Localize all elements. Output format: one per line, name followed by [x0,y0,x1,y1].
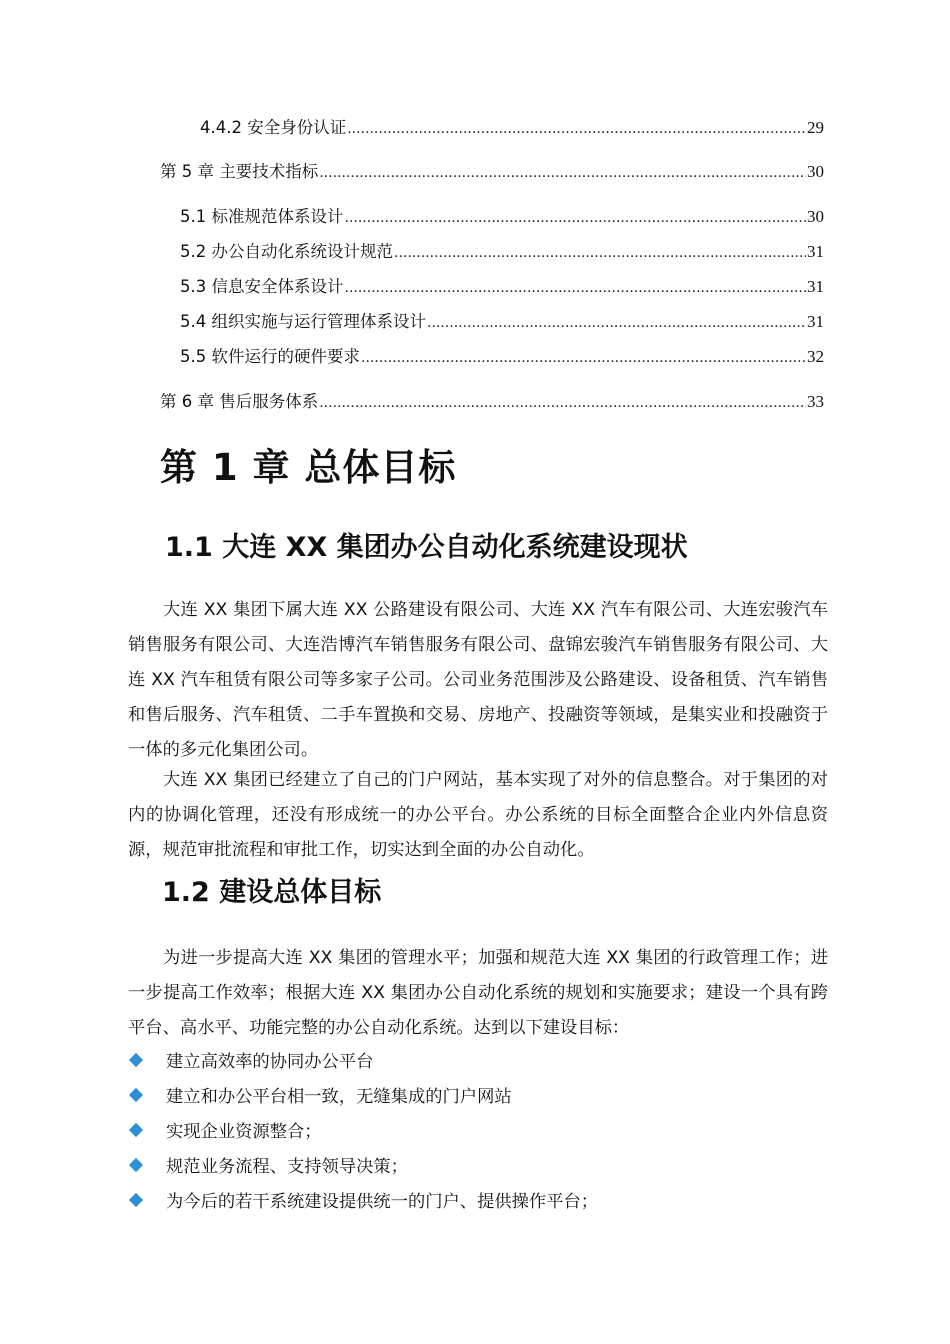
list-item [128,1042,828,1077]
toc-leader-dots [427,312,806,334]
toc-entry[interactable] [160,161,824,184]
toc-entry-label: 4.4.2 安全身份认证 [200,118,347,137]
toc-entry[interactable] [180,276,824,299]
list-item [128,1147,828,1182]
diamond-bullet-icon [129,1157,143,1171]
toc-entry[interactable] [180,206,824,229]
diamond-bullet-icon [129,1122,143,1136]
toc-entry-label: 第 5 章 主要技术指标 [160,162,319,181]
list-item-text: 为今后的若干系统建设提供统一的门户、提供操作平台； [166,1192,599,1212]
chapter-heading: 第 1 章 总体目标 [160,446,457,489]
toc-leader-dots [361,347,806,369]
toc-entry[interactable] [200,117,824,140]
toc-entry-page: 31 [807,277,824,296]
toc-leader-dots [319,162,806,184]
diamond-bullet-icon [129,1192,143,1206]
toc-entry[interactable] [180,311,824,334]
toc-entry[interactable] [180,346,824,369]
toc-leader-dots [347,118,806,140]
toc-leader-dots [345,277,807,299]
toc-leader-dots [319,392,806,414]
toc-entry-label: 5.2 办公自动化系统设计规范 [180,242,393,261]
toc-leader-dots [394,242,806,264]
list-item [128,1077,828,1112]
list-item-text: 建立和办公平台相一致，无缝集成的门户网站 [166,1087,512,1107]
toc-entry-page: 30 [807,162,824,181]
body-paragraph: 大连 XX 集团已经建立了自己的门户网站，基本实现了对外的信息整合。对于集团的对内的协调化管理，还没有形成统一的办公平台。办公系统的目标全面整合企业内外信息资源，规范审批流程和审批工作，切实达到全面的办公自动化。 [128,770,828,860]
toc-entry-page: 33 [807,392,824,411]
list-item [128,1182,828,1217]
toc-entry-label: 第 6 章 售后服务体系 [160,392,319,411]
toc-entry-label: 5.4 组织实施与运行管理体系设计 [180,312,426,331]
toc-entry[interactable] [160,391,824,414]
list-item-text: 规范业务流程、支持领导决策； [166,1157,408,1177]
toc-entry-page: 31 [807,312,824,331]
toc-entry-page: 30 [807,207,824,226]
goal-bullet-list [128,1042,828,1217]
list-item-text: 实现企业资源整合； [166,1122,322,1142]
diamond-bullet-icon [129,1052,143,1066]
list-item [128,1112,828,1147]
toc-entry-label: 5.1 标准规范体系设计 [180,207,344,226]
diamond-bullet-icon [129,1087,143,1101]
section-heading-1-2: 1.2 建设总体目标 [162,877,382,908]
toc-entry-page: 32 [807,347,824,366]
toc-entry-page: 29 [807,118,824,137]
toc-entry-page: 31 [807,242,824,261]
body-paragraph: 大连 XX 集团下属大连 XX 公路建设有限公司、大连 XX 汽车有限公司、大连宏骏汽车销售服务有限公司、大连浩博汽车销售服务有限公司、盘锦宏骏汽车销售服务有限公司、大连 XX 汽车租赁有限公司等多家子公司。公司业务范围涉及公路建设、设备租赁、汽车销售和售后服务、汽车租赁、二手车置换和交易、房地产、投融资等领域，是集实业和投融资于一体的多元化集团公司。 [128,600,828,760]
section-heading-1-1: 1.1 大连 XX 集团办公自动化系统建设现状 [165,532,688,563]
toc-entry-label: 5.3 信息安全体系设计 [180,277,344,296]
toc-leader-dots [345,207,807,229]
body-paragraph: 为进一步提高大连 XX 集团的管理水平；加强和规范大连 XX 集团的行政管理工作；进一步提高工作效率；根据大连 XX 集团办公自动化系统的规划和实施要求；建设一个具有跨平台、高水平、功能完整的办公自动化系统。达到以下建设目标： [128,948,828,1038]
list-item-text: 建立高效率的协同办公平台 [166,1052,374,1072]
toc-entry-label: 5.5 软件运行的硬件要求 [180,347,360,366]
toc-entry[interactable] [180,241,824,264]
